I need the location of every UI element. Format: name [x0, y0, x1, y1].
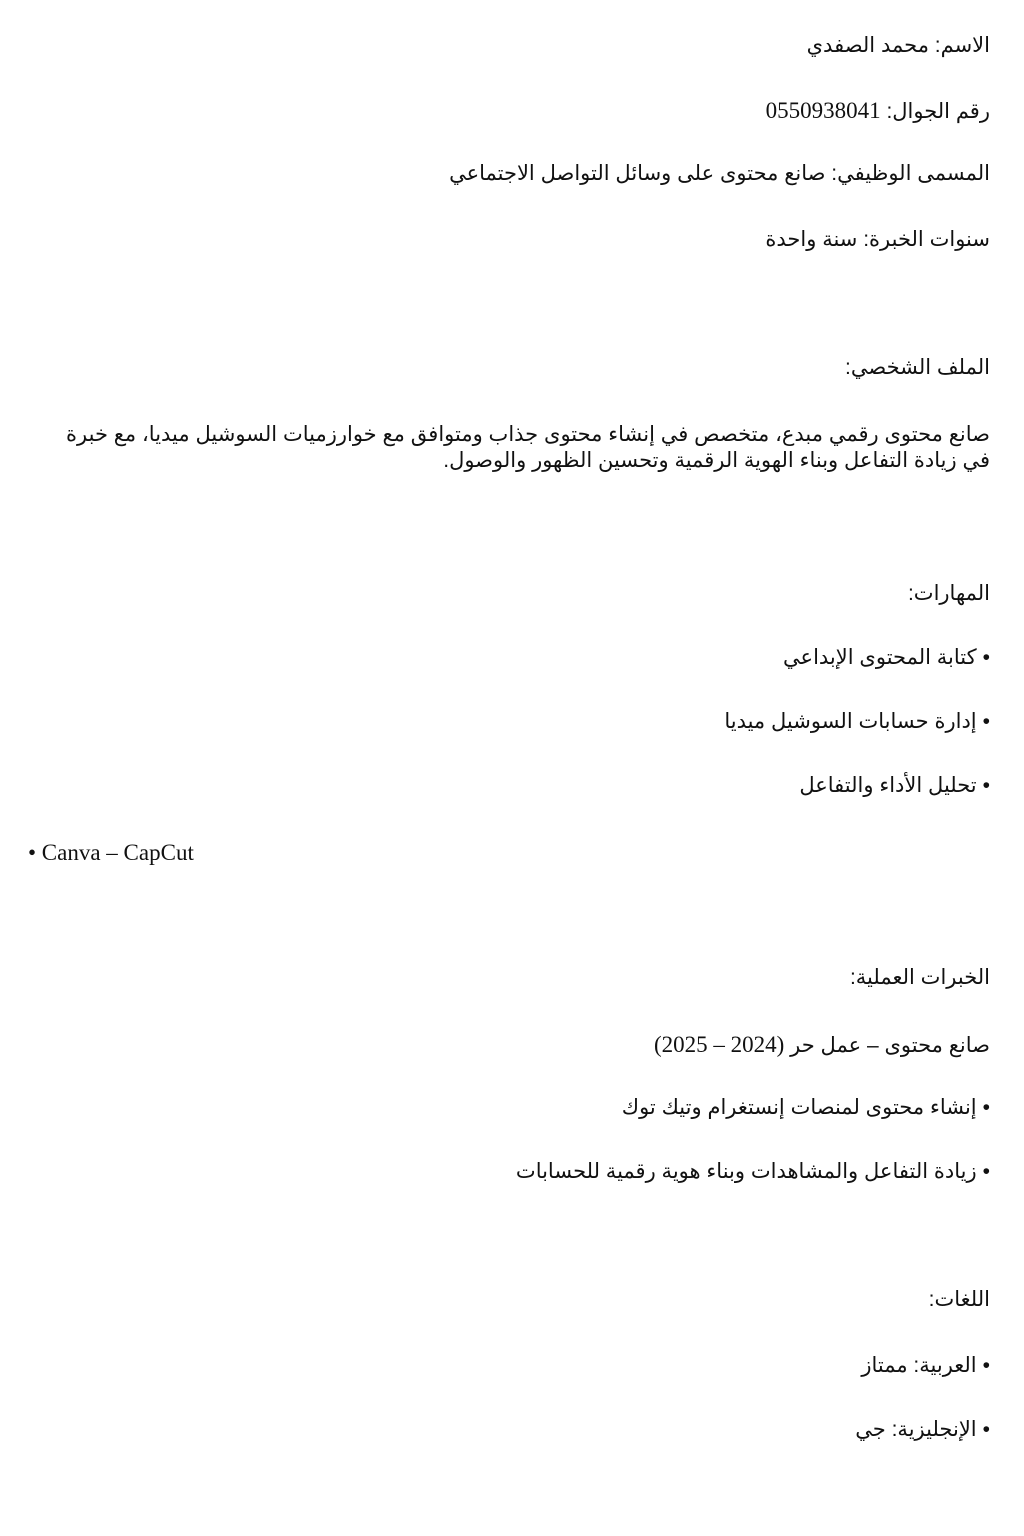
languages-heading: اللغات:	[928, 1288, 990, 1311]
experience-role: صانع محتوى – عمل حر	[790, 1034, 990, 1057]
bullet-icon: •	[982, 774, 990, 797]
phone-label: رقم الجوال:	[886, 100, 990, 123]
language-item	[855, 1418, 990, 1442]
skill-item	[724, 710, 990, 734]
experience-item-label: إنشاء محتوى لمنصات إنستغرام وتيك توك	[621, 1096, 977, 1119]
job-title-line: المسمى الوظيفي: صانع محتوى على وسائل التواصل الاجتماعي	[449, 162, 990, 185]
tools-line: • Canva – CapCut	[28, 840, 194, 865]
language-item	[861, 1354, 990, 1378]
name-line: الاسم: محمد الصفدي	[806, 34, 990, 57]
skills-heading: المهارات:	[907, 582, 990, 605]
experience-heading: الخبرات العملية:	[849, 966, 990, 989]
skill-item	[799, 774, 990, 798]
experience-item-label: زيادة التفاعل والمشاهدات وبناء هوية رقمية للحسابات	[515, 1160, 977, 1183]
skill-item-label: كتابة المحتوى الإبداعي	[783, 646, 977, 669]
language-item-label: الإنجليزية: جي	[855, 1418, 977, 1441]
bullet-icon: •	[982, 1418, 990, 1441]
bullet-icon: •	[982, 1160, 990, 1183]
profile-heading: الملف الشخصي:	[845, 356, 990, 379]
skill-item	[783, 646, 990, 670]
experience-years-line: سنوات الخبرة: سنة واحدة	[765, 228, 990, 251]
experience-role-line	[654, 1032, 990, 1058]
bullet-icon: •	[982, 1354, 990, 1377]
bullet-icon: •	[982, 710, 990, 733]
skill-item-label: إدارة حسابات السوشيل ميديا	[724, 710, 977, 733]
phone-value: 0550938041	[765, 98, 881, 123]
profile-text: صانع محتوى رقمي مبدع، متخصص في إنشاء محتوى جذاب ومتوافق مع خوارزميات السوشيل ميديا، مع خبرة في زيادة التفاعل وبناء الهوية الرقمية وتحسين الظهور والوصول.	[66, 423, 990, 472]
experience-period: (2024 – 2025)	[653, 1032, 785, 1057]
language-item-label: العربية: ممتاز	[861, 1354, 977, 1377]
bullet-icon: •	[982, 1096, 990, 1119]
experience-item	[622, 1096, 990, 1120]
skill-item-label: تحليل الأداء والتفاعل	[799, 774, 977, 797]
phone-line	[766, 98, 990, 124]
bullet-icon: •	[982, 646, 990, 669]
experience-item	[516, 1160, 990, 1184]
